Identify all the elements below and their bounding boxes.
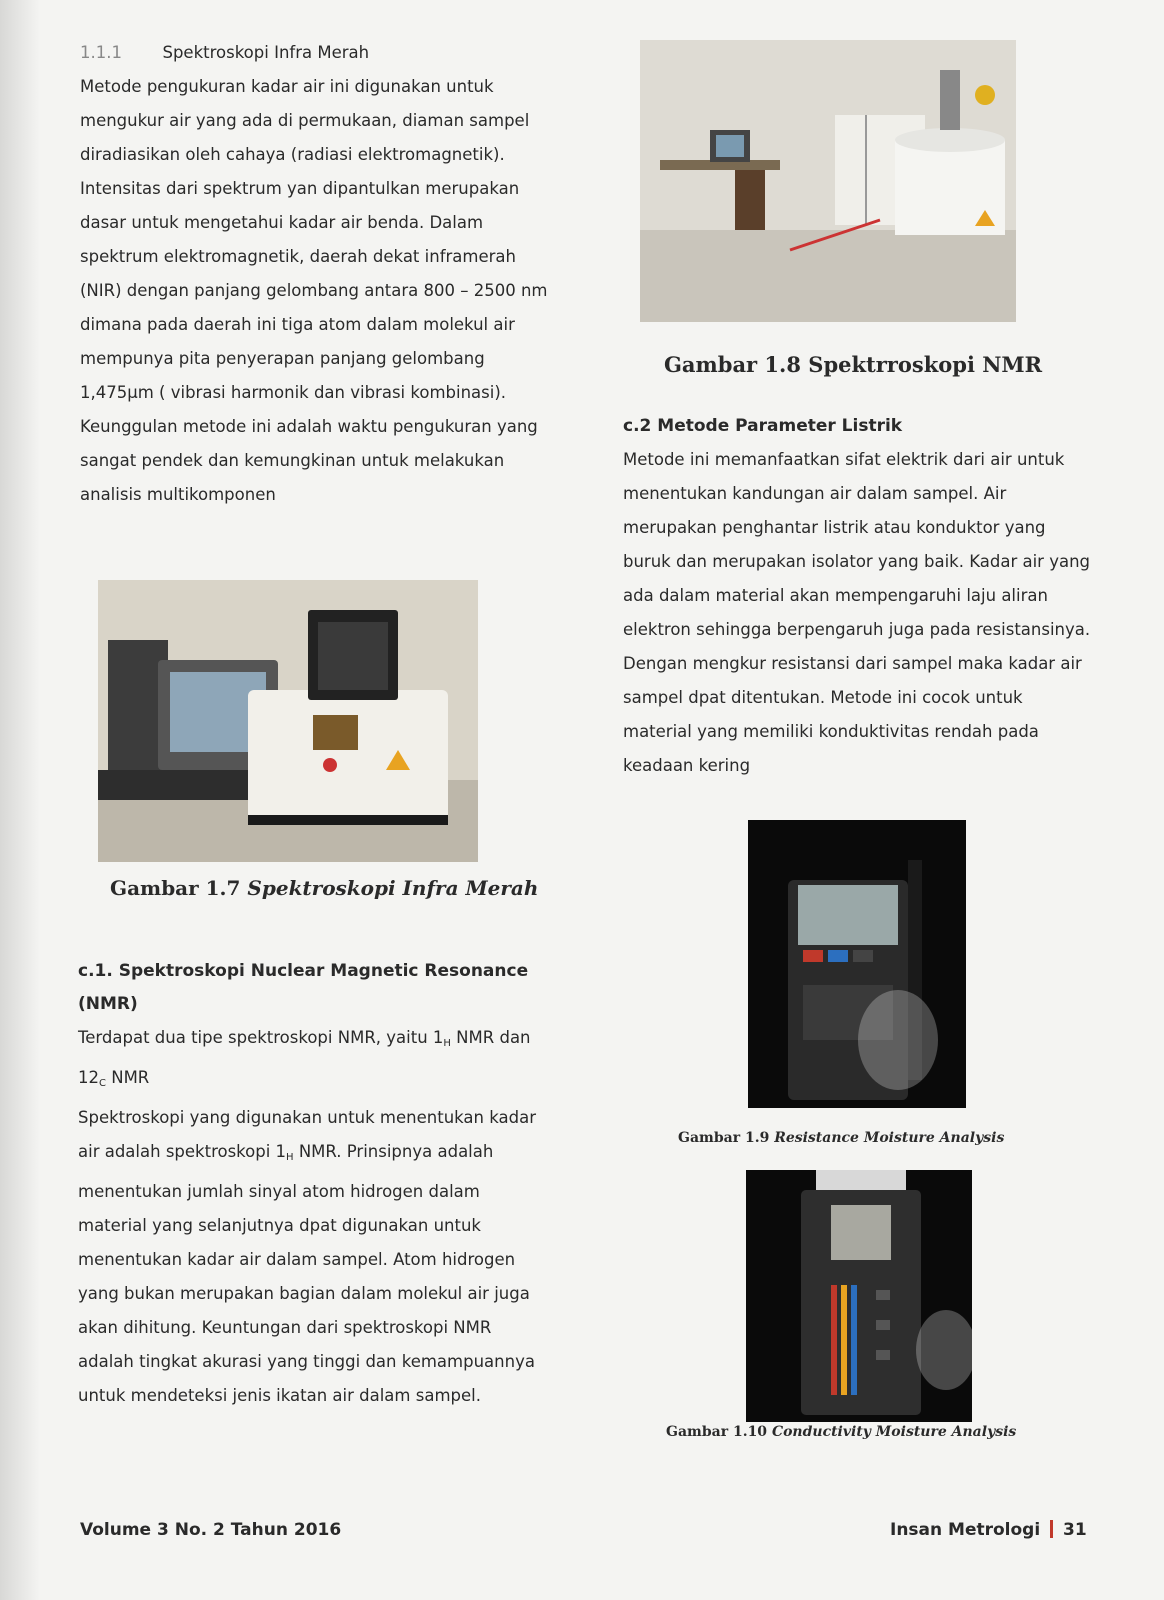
paragraph-line: material yang memiliki konduktivitas rendah pada (623, 722, 1039, 741)
paragraph-line: yang bukan merupakan bagian dalam molekul air juga (78, 1284, 530, 1303)
figure-1-8-caption (664, 352, 1042, 377)
page-binding-shadow (0, 0, 40, 1600)
journal-name: Insan Metrologi (890, 1520, 1041, 1540)
paragraph-line: material yang selanjutnya dpat digunakan untuk (78, 1216, 481, 1235)
paragraph-line: mengukur air yang ada di permukaan, diaman sampel (80, 111, 530, 130)
figure-label: Gambar 1.10 (666, 1424, 768, 1440)
paragraph-line: akan dihitung. Keuntungan dari spektroskopi NMR (78, 1318, 492, 1337)
page-number: 31 (1063, 1520, 1087, 1540)
nmr-heading: c.1. Spektroskopi Nuclear Magnetic Resonance (78, 961, 529, 981)
figure-title: Conductivity Moisture Analysis (771, 1424, 1017, 1440)
figure-1-10-caption (666, 1424, 1016, 1440)
paragraph-line: mempunya pita penyerapan panjang gelombang (80, 349, 485, 368)
figure-title: Resistance Moisture Analysis (774, 1130, 1005, 1146)
subscript: H (443, 1038, 451, 1049)
paragraph-line: elektron sehingga berpengaruh juga pada resistansinya. (623, 620, 1091, 639)
paragraph-line: Metode ini memanfaatkan sifat elektrik dari air untuk (623, 450, 1065, 469)
paragraph-line (78, 1135, 578, 1175)
figure-label: Gambar 1.7 (110, 876, 241, 900)
paragraph-line: (NIR) dengan panjang gelombang antara 800 – 2500 nm (80, 281, 548, 300)
figure-1-9-caption (678, 1130, 1004, 1146)
figure-1-9-photo (748, 820, 966, 1108)
text-run: NMR dan (450, 1028, 531, 1047)
ir-spectrometer-illustration (98, 580, 478, 862)
footer-journal (890, 1520, 1087, 1540)
parameter-listrik-heading: c.2 Metode Parameter Listrik (623, 416, 903, 436)
section-title: Spektroskopi Infra Merah (162, 43, 370, 62)
paragraph-line: ada dalam material akan mempengaruhi laju aliran (623, 586, 1048, 605)
text-run: NMR (105, 1068, 150, 1087)
figure-title: Spektroskopi Infra Merah (247, 876, 539, 900)
nmr-section (78, 955, 578, 1413)
figure-title: Spektrroskopi NMR (808, 352, 1043, 377)
resistance-meter-illustration (748, 820, 966, 1108)
paragraph-line: Keunggulan metode ini adalah waktu pengukuran yang (80, 417, 538, 436)
text-run: 12 (78, 1068, 99, 1087)
left-column (80, 36, 580, 512)
accent-bar (1050, 1520, 1053, 1538)
paragraph-line: menentukan kadar air dalam sampel. Atom hidrogen (78, 1250, 516, 1269)
paragraph-line: diradiasikan oleh cahaya (radiasi elektromagnetik). (80, 145, 505, 164)
paragraph-line: menentukan kandungan air dalam sampel. Air (623, 484, 1007, 503)
section-number: 1.1.1 (80, 43, 122, 62)
nmr-intro-line1 (78, 1021, 578, 1061)
paragraph-line: merupakan penghantar listrik atau konduktor yang (623, 518, 1046, 537)
paragraph-line: dasar untuk mengetahui kadar air benda. Dalam (80, 213, 484, 232)
figure-1-7-photo (98, 580, 478, 862)
paragraph-line: buruk dan merupakan isolator yang baik. Kadar air yang (623, 552, 1091, 571)
right-text-column (623, 410, 1103, 783)
paragraph-line: dimana pada daerah ini tiga atom dalam molekul air (80, 315, 515, 334)
figure-label: Gambar 1.8 (664, 352, 801, 377)
figure-1-7-caption (110, 876, 538, 900)
section-heading-infra-merah (80, 36, 580, 70)
infra-merah-paragraph (80, 70, 580, 512)
text-run: NMR. Prinsipnya adalah (293, 1142, 494, 1161)
paragraph-line: 1,475μm ( vibrasi harmonik dan vibrasi kombinasi). (80, 383, 507, 402)
paragraph-line: spektrum elektromagnetik, daerah dekat inframerah (80, 247, 516, 266)
paragraph-line: sangat pendek dan kemungkinan untuk melakukan (80, 451, 505, 470)
nmr-lab-illustration (640, 40, 1016, 322)
figure-1-10-photo (746, 1170, 972, 1422)
paragraph-line: keadaan kering (623, 756, 751, 775)
text-run: Terdapat dua tipe spektroskopi NMR, yaitu 1 (78, 1028, 444, 1047)
nmr-intro-line2 (78, 1061, 578, 1101)
paragraph-line: Intensitas dari spektrum yan dipantulkan merupakan (80, 179, 520, 198)
subscript: C (99, 1078, 106, 1089)
paragraph-line: menentukan jumlah sinyal atom hidrogen dalam (78, 1182, 480, 1201)
subscript: H (286, 1152, 294, 1163)
paragraph-line: Spektroskopi yang digunakan untuk menentukan kadar (78, 1108, 536, 1127)
figure-label: Gambar 1.9 (678, 1130, 770, 1146)
footer-volume: Volume 3 No. 2 Tahun 2016 (80, 1520, 342, 1540)
figure-1-8-photo (640, 40, 1016, 322)
paragraph-line: Dengan mengkur resistansi dari sampel maka kadar air (623, 654, 1082, 673)
paragraph-line: analisis multikomponen (80, 485, 276, 504)
nmr-heading-line2: (NMR) (78, 994, 138, 1014)
text-run: air adalah spektroskopi 1 (78, 1142, 287, 1161)
paragraph-line: adalah tingkat akurasi yang tinggi dan kemampuannya (78, 1352, 535, 1371)
paragraph-line: sampel dpat ditentukan. Metode ini cocok untuk (623, 688, 1023, 707)
paragraph-line: untuk mendeteksi jenis ikatan air dalam sampel. (78, 1386, 481, 1405)
paragraph-line: Metode pengukuran kadar air ini digunakan untuk (80, 77, 494, 96)
conductivity-meter-illustration (746, 1170, 972, 1422)
